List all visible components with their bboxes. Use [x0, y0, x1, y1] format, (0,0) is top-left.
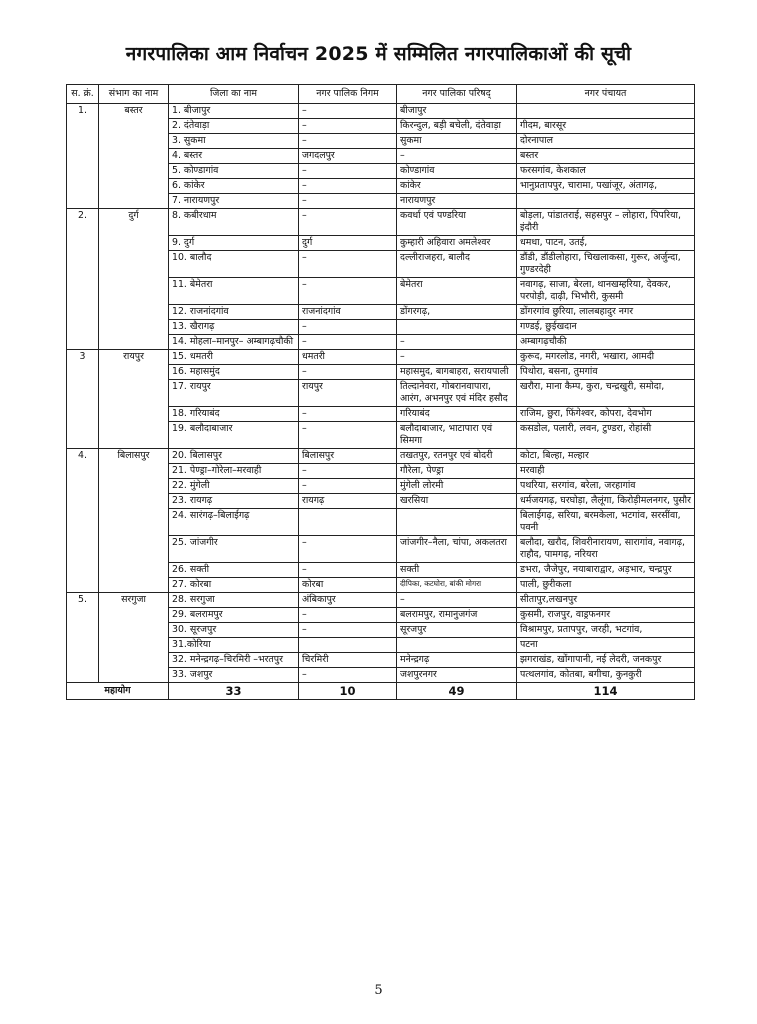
parishad-cell: सुकमा — [397, 134, 517, 149]
nigam-cell: जगदलपुर — [299, 149, 397, 164]
nigam-cell: – — [299, 365, 397, 380]
panchayat-cell: फरसगांव, केशकाल — [517, 164, 695, 179]
parishad-cell: मनेन्द्रगढ़ — [397, 653, 517, 668]
panchayat-cell: पथरिया, सरगांव, बरेला, जरहागांव — [517, 479, 695, 494]
panchayat-cell: पटना — [517, 638, 695, 653]
total-row — [67, 683, 695, 700]
nigam-cell: – — [299, 320, 397, 335]
district-cell: 31.कोरिया — [169, 638, 299, 653]
district-cell: 23. रायगढ़ — [169, 494, 299, 509]
division-cell: बस्तर — [99, 104, 169, 119]
table-row — [67, 422, 695, 449]
table-row — [67, 278, 695, 305]
serial-cell — [67, 278, 99, 305]
district-cell: 28. सरगुजा — [169, 593, 299, 608]
parishad-cell: जांजगीर–नैला, चांपा, अकलतरा — [397, 536, 517, 563]
table-row — [67, 536, 695, 563]
parishad-cell: तखतपुर, रतनपुर एवं बोदरी — [397, 449, 517, 464]
district-cell: 9. दुर्ग — [169, 236, 299, 251]
nigam-cell: – — [299, 563, 397, 578]
nigam-cell: राजनांदगांव — [299, 305, 397, 320]
district-cell: 27. कोरबा — [169, 578, 299, 593]
division-cell: बिलासपुर — [99, 449, 169, 464]
serial-cell — [67, 407, 99, 422]
serial-cell — [67, 653, 99, 668]
table-row — [67, 509, 695, 536]
panchayat-cell: विश्रामपुर, प्रतापपुर, जरही, भटगांव, — [517, 623, 695, 638]
parishad-cell: तिल्दानेवरा, गोबरानवापारा, आरंग, अभनपुर एवं मंदिर हसौद — [397, 380, 517, 407]
district-cell: 6. कांकेर — [169, 179, 299, 194]
serial-cell — [67, 494, 99, 509]
nigam-cell: कोरबा — [299, 578, 397, 593]
district-cell: 8. कबीरधाम — [169, 209, 299, 236]
header-nigam: नगर पालिक निगम — [299, 85, 397, 104]
nigam-cell: – — [299, 407, 397, 422]
nigam-cell: – — [299, 251, 397, 278]
panchayat-cell: डभरा, जैजेपुर, नयाबाराद्वार, अड़भार, चन्द्रपुर — [517, 563, 695, 578]
table-row — [67, 251, 695, 278]
nigam-cell: – — [299, 209, 397, 236]
district-cell: 12. राजनांदगांव — [169, 305, 299, 320]
table-row — [67, 494, 695, 509]
table-row — [67, 380, 695, 407]
panchayat-cell: कुरूद, मगरलोड, नगरी, भखारा, आमदी — [517, 350, 695, 365]
district-cell: 22. मुंगेली — [169, 479, 299, 494]
district-cell: 17. रायपुर — [169, 380, 299, 407]
nigam-cell: चिरमिरी — [299, 653, 397, 668]
district-cell: 14. मोहला–मानपुर– अम्बागढ़चौकी — [169, 335, 299, 350]
district-cell: 33. जशपुर — [169, 668, 299, 683]
nigam-cell: – — [299, 464, 397, 479]
nigam-cell: धमतरी — [299, 350, 397, 365]
panchayat-cell: दोरनापाल — [517, 134, 695, 149]
table-row — [67, 164, 695, 179]
nigam-cell: – — [299, 278, 397, 305]
district-cell: 16. महासमुंद — [169, 365, 299, 380]
table-row — [67, 365, 695, 380]
serial-cell — [67, 509, 99, 536]
parishad-cell — [397, 509, 517, 536]
parishad-cell: – — [397, 149, 517, 164]
parishad-cell: कोण्डागांव — [397, 164, 517, 179]
serial-cell — [67, 365, 99, 380]
header-panchayat: नगर पंचायत — [517, 85, 695, 104]
nigam-cell: रायगढ़ — [299, 494, 397, 509]
panchayat-cell: बस्तर — [517, 149, 695, 164]
panchayat-cell: सीतापुर,लखनपुर — [517, 593, 695, 608]
division-cell — [99, 164, 169, 179]
parishad-cell: नारायणपुर — [397, 194, 517, 209]
division-cell — [99, 194, 169, 209]
serial-cell — [67, 578, 99, 593]
serial-cell — [67, 251, 99, 278]
serial-cell — [67, 236, 99, 251]
nigam-cell: – — [299, 335, 397, 350]
table-row — [67, 149, 695, 164]
table-row — [67, 104, 695, 119]
serial-cell — [67, 464, 99, 479]
district-cell: 30. सूरजपुर — [169, 623, 299, 638]
division-cell — [99, 536, 169, 563]
parishad-cell: बलरामपुर, रामानुजगंज — [397, 608, 517, 623]
parishad-cell: गरियाबंद — [397, 407, 517, 422]
table-row — [67, 335, 695, 350]
nigam-cell: – — [299, 422, 397, 449]
panchayat-cell: बोड़ला, पांडातराई, सहसपुर – लोहारा, पिपरिया, इंदौरी — [517, 209, 695, 236]
serial-cell — [67, 134, 99, 149]
table-row — [67, 638, 695, 653]
panchayat-cell: नवागढ़, साजा, बेरला, थानखम्हरिया, देवकर, परपोड़ी, दाढ़ी, भिभौरी, कुसमी — [517, 278, 695, 305]
district-cell: 15. धमतरी — [169, 350, 299, 365]
table-row — [67, 350, 695, 365]
serial-cell — [67, 164, 99, 179]
panchayat-cell: पत्थलगांव, कोतबा, बगीचा, कुनकुरी — [517, 668, 695, 683]
serial-cell — [67, 380, 99, 407]
nigam-cell: दुर्ग — [299, 236, 397, 251]
table-row — [67, 449, 695, 464]
parishad-cell: बीजापुर — [397, 104, 517, 119]
municipality-table — [66, 84, 695, 700]
division-cell — [99, 320, 169, 335]
serial-cell — [67, 320, 99, 335]
total-panchayat: 114 — [517, 683, 695, 700]
table-row — [67, 236, 695, 251]
division-cell — [99, 149, 169, 164]
table-row — [67, 179, 695, 194]
table-row — [67, 563, 695, 578]
parishad-cell — [397, 638, 517, 653]
serial-cell — [67, 608, 99, 623]
table-row — [67, 305, 695, 320]
nigam-cell: – — [299, 623, 397, 638]
division-cell — [99, 134, 169, 149]
district-cell: 25. जांजगीर — [169, 536, 299, 563]
division-cell — [99, 653, 169, 668]
serial-cell: 5. — [67, 593, 99, 608]
parishad-cell: दल्लीराजहरा, बालौद — [397, 251, 517, 278]
nigam-cell: – — [299, 134, 397, 149]
panchayat-cell — [517, 194, 695, 209]
division-cell — [99, 668, 169, 683]
panchayat-cell: राजिम, छुरा, फिंगेश्वर, कोपरा, देवभोग — [517, 407, 695, 422]
table-row — [67, 479, 695, 494]
nigam-cell: – — [299, 479, 397, 494]
district-cell: 4. बस्तर — [169, 149, 299, 164]
total-parishad: 49 — [397, 683, 517, 700]
division-cell — [99, 119, 169, 134]
district-cell: 21. पेण्ड्रा–गोरेला–मरवाही — [169, 464, 299, 479]
table-body — [67, 104, 695, 700]
parishad-cell: – — [397, 335, 517, 350]
parishad-cell: डोंगरगढ़, — [397, 305, 517, 320]
total-district: 33 — [169, 683, 299, 700]
panchayat-cell: खरौरा, माना कैम्प, कुरा, चन्द्रखुरी, समोदा, — [517, 380, 695, 407]
division-cell: दुर्ग — [99, 209, 169, 236]
panchayat-cell: धमधा, पाटन, उतई, — [517, 236, 695, 251]
serial-cell — [67, 119, 99, 134]
parishad-cell: महासमुद, बागबाहरा, सरायपाली — [397, 365, 517, 380]
parishad-cell: दीपिका, कटघोरा, बांकी मोगरा — [397, 578, 517, 593]
parishad-cell: – — [397, 350, 517, 365]
table-row — [67, 209, 695, 236]
serial-cell — [67, 179, 99, 194]
district-cell: 2. दंतेवाड़ा — [169, 119, 299, 134]
panchayat-cell: कोटा, बिल्हा, मल्हार — [517, 449, 695, 464]
division-cell — [99, 578, 169, 593]
district-cell: 18. गरियाबंद — [169, 407, 299, 422]
serial-cell: 3 — [67, 350, 99, 365]
nigam-cell: रायपुर — [299, 380, 397, 407]
parishad-cell: बलौदाबाजार, भाटापारा एवं सिमगा — [397, 422, 517, 449]
parishad-cell — [397, 320, 517, 335]
header-division: संभाग का नाम — [99, 85, 169, 104]
parishad-cell: कुम्हारी अहिवारा अमलेश्वर — [397, 236, 517, 251]
division-cell — [99, 464, 169, 479]
serial-cell: 2. — [67, 209, 99, 236]
panchayat-cell: मरवाही — [517, 464, 695, 479]
panchayat-cell: कसडोल, पलारी, लवन, टुण्डरा, रोहांसी — [517, 422, 695, 449]
table-row — [67, 464, 695, 479]
nigam-cell: – — [299, 179, 397, 194]
parishad-cell: सक्ती — [397, 563, 517, 578]
division-cell: रायपुर — [99, 350, 169, 365]
table-row — [67, 194, 695, 209]
table-row — [67, 578, 695, 593]
division-cell: सरगुजा — [99, 593, 169, 608]
serial-cell — [67, 305, 99, 320]
division-cell — [99, 335, 169, 350]
parishad-cell: किरन्दुल, बड़ी बचेली, दंतेवाड़ा — [397, 119, 517, 134]
table-row — [67, 668, 695, 683]
parishad-cell: – — [397, 593, 517, 608]
serial-cell — [67, 479, 99, 494]
table-header-row — [67, 85, 695, 104]
table-row — [67, 623, 695, 638]
table-row — [67, 119, 695, 134]
table-row — [67, 608, 695, 623]
serial-cell: 1. — [67, 104, 99, 119]
total-nigam: 10 — [299, 683, 397, 700]
header-serial: स. क्रं. — [67, 85, 99, 104]
header-district: जिला का नाम — [169, 85, 299, 104]
division-cell — [99, 479, 169, 494]
panchayat-cell: गण्डई, छुईखदान — [517, 320, 695, 335]
serial-cell: 4. — [67, 449, 99, 464]
page-number: 5 — [374, 983, 383, 998]
division-cell — [99, 422, 169, 449]
panchayat-cell: धर्मजयगढ़, घरघोड़ा, लैलूंगा, किरोड़ीमलनगर, पुसौर — [517, 494, 695, 509]
panchayat-cell: झगराखंड, खोंगापानी, नई लेदरी, जनकपुर — [517, 653, 695, 668]
parishad-cell: कांकेर — [397, 179, 517, 194]
district-cell: 26. सक्ती — [169, 563, 299, 578]
division-cell — [99, 365, 169, 380]
parishad-cell: बेमेतरा — [397, 278, 517, 305]
panchayat-cell: पिथोरा, बसना, तुमगांव — [517, 365, 695, 380]
division-cell — [99, 638, 169, 653]
district-cell: 3. सुकमा — [169, 134, 299, 149]
parishad-cell: मुंगेली लोरमी — [397, 479, 517, 494]
serial-cell — [67, 422, 99, 449]
division-cell — [99, 623, 169, 638]
division-cell — [99, 305, 169, 320]
district-cell: 24. सारंगढ़–बिलाईगढ़ — [169, 509, 299, 536]
division-cell — [99, 380, 169, 407]
nigam-cell: अंबिकापुर — [299, 593, 397, 608]
nigam-cell: – — [299, 608, 397, 623]
nigam-cell — [299, 638, 397, 653]
district-cell: 11. बेमेतरा — [169, 278, 299, 305]
panchayat-cell: पाली, छुरीकला — [517, 578, 695, 593]
nigam-cell — [299, 509, 397, 536]
header-parishad: नगर पालिका परिषद् — [397, 85, 517, 104]
table-row — [67, 593, 695, 608]
serial-cell — [67, 623, 99, 638]
division-cell — [99, 407, 169, 422]
division-cell — [99, 509, 169, 536]
district-cell: 10. बालौद — [169, 251, 299, 278]
district-cell: 13. खैरागढ़ — [169, 320, 299, 335]
nigam-cell: – — [299, 119, 397, 134]
serial-cell — [67, 335, 99, 350]
division-cell — [99, 179, 169, 194]
serial-cell — [67, 563, 99, 578]
district-cell: 7. नारायणपुर — [169, 194, 299, 209]
total-label: महायोग — [67, 683, 169, 700]
division-cell — [99, 251, 169, 278]
panchayat-cell: डोंगरगांव छुरिया, लालबहादुर नगर — [517, 305, 695, 320]
parishad-cell: जशपुरनगर — [397, 668, 517, 683]
panchayat-cell: गीदम, बारसूर — [517, 119, 695, 134]
district-cell: 19. बलौदाबाजार — [169, 422, 299, 449]
nigam-cell: – — [299, 536, 397, 563]
serial-cell — [67, 668, 99, 683]
serial-cell — [67, 536, 99, 563]
parishad-cell: कवर्धा एवं पण्डरिया — [397, 209, 517, 236]
table-row — [67, 653, 695, 668]
nigam-cell: – — [299, 194, 397, 209]
division-cell — [99, 494, 169, 509]
nigam-cell: – — [299, 104, 397, 119]
serial-cell — [67, 638, 99, 653]
parishad-cell: गौरेला, पेण्ड्रा — [397, 464, 517, 479]
division-cell — [99, 236, 169, 251]
panchayat-cell: अम्बागढ़चौकी — [517, 335, 695, 350]
page-title: नगरपालिका आम निर्वाचन 2025 में सम्मिलित नगरपालिकाओं की सूची — [125, 43, 632, 65]
table-row — [67, 407, 695, 422]
district-cell: 32. मनेन्द्रगढ़–चिरमिरी –भरतपुर — [169, 653, 299, 668]
district-cell: 20. बिलासपुर — [169, 449, 299, 464]
parishad-cell: खरसिया — [397, 494, 517, 509]
panchayat-cell: बलौदा, खरौद, शिवरीनारायण, सारागांव, नवागढ़, राहौद, पामगढ़, नरियरा — [517, 536, 695, 563]
division-cell — [99, 563, 169, 578]
nigam-cell: बिलासपुर — [299, 449, 397, 464]
serial-cell — [67, 194, 99, 209]
panchayat-cell: कुसमी, राजपुर, वाड्रफनगर — [517, 608, 695, 623]
serial-cell — [67, 149, 99, 164]
panchayat-cell: डौंडी, डौंडीलोहारा, चिखलाकसा, गुरूर, अर्जुन्दा, गुण्डरदेही — [517, 251, 695, 278]
parishad-cell: सूरजपुर — [397, 623, 517, 638]
nigam-cell: – — [299, 668, 397, 683]
panchayat-cell — [517, 104, 695, 119]
district-cell: 29. बलरामपुर — [169, 608, 299, 623]
table-row — [67, 320, 695, 335]
panchayat-cell: बिलाईगढ़, सरिया, बरमकेला, भटगांव, सरसींवा, पवनी — [517, 509, 695, 536]
nigam-cell: – — [299, 164, 397, 179]
district-cell: 1. बीजापुर — [169, 104, 299, 119]
district-cell: 5. कोण्डागांव — [169, 164, 299, 179]
division-cell — [99, 608, 169, 623]
table-row — [67, 134, 695, 149]
panchayat-cell: भानुप्रतापपुर, चारामा, पखांजूर, अंतागढ़, — [517, 179, 695, 194]
division-cell — [99, 278, 169, 305]
